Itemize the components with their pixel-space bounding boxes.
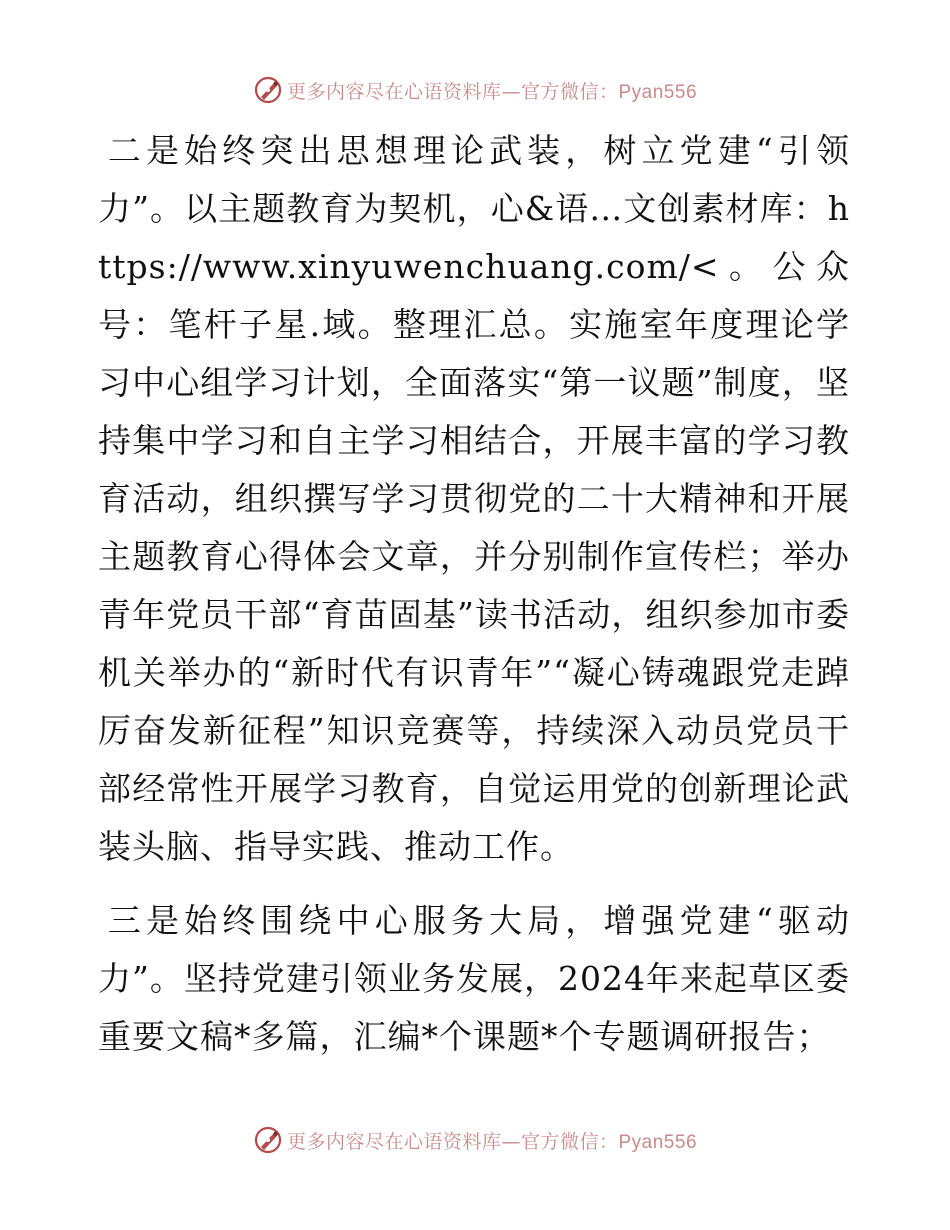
pen-logo-icon [253,75,283,105]
document-body [98,122,850,1066]
paragraph-2: 三是始终围绕中心服务大局，增强党建“驱动力”。坚持党建引领业务发展，2024年来起草区委重要文稿*多篇，汇编*个课题*个专题调研报告； [98,901,850,1056]
paragraph-1: 二是始终突出思想理论武装，树立党建“引领力”。以主题教育为契机，心&语…文创素材库：https://www.xinyuwenchuang.com/<。公众号：笔杆子星.域。整理汇总。实施室年度理论学习中心组学习计划，全面落实“第一议题”制度，坚持集中学习和自主学习相结合，开展丰富的学习教育活动，组织撰写学习贯彻党的二十大精神和开展主题教育心得体会文章，并分别制作宣传栏；举办青年党员干部“育苗固基”读书活动，组织参加市委机关举办的“新时代有识青年”“凝心铸魂跟党走踔厉奋发新征程”知识竞赛等，持续深入动员党员干部经常性开展学习教育，自觉运用党的创新理论武装头脑、指导实践、推动工作。 [98,131,850,866]
watermark-text: 更多内容尽在心语资料库—官方微信： [286,80,619,103]
footer-watermark [0,1120,950,1160]
header-watermark [0,70,950,110]
pen-logo-icon [253,1125,283,1155]
watermark-wechat-id: Pyan556 [618,81,698,103]
watermark-text: 更多内容尽在心语资料库—官方微信： [286,1130,619,1153]
watermark-wechat-id: Pyan556 [618,1131,698,1153]
